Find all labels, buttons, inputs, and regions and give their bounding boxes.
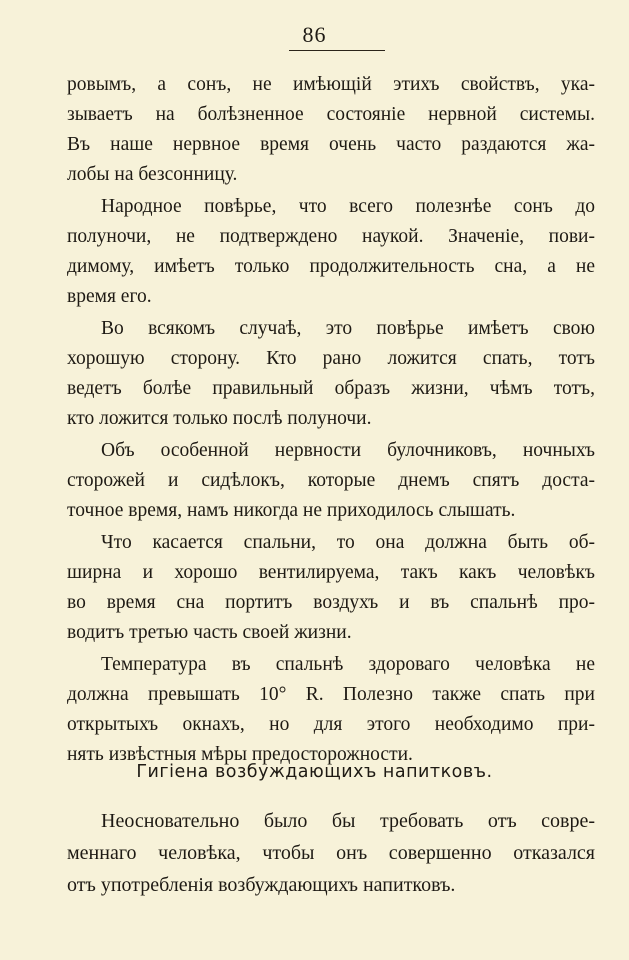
paragraph-3 (67, 314, 595, 434)
text-line: нять извѣстныя мѣры предосторожности. (67, 744, 413, 765)
text-line: отъ употребленія возбуждающихъ напитковъ. (67, 874, 456, 896)
text-line: полуночи, не подтверждено наукой. Значеніе, пови- (67, 226, 595, 247)
text-line: Народное повѣрье, что всего полезнѣе сонъ до (101, 196, 595, 217)
body-text (67, 70, 595, 772)
text-line: водитъ третью часть своей жизни. (67, 622, 352, 643)
text-line: сторожей и сидѣлокъ, которые днемъ спятъ доста- (67, 470, 595, 491)
text-line: открытыхъ окнахъ, но для этого необходимо при- (67, 714, 595, 735)
text-line: лобы на безсонницу. (67, 164, 238, 185)
paragraph-5 (67, 528, 595, 648)
text-line: Объ особенной нервности булочниковъ, ночныхъ (101, 440, 595, 461)
text-line: Что касается спальни, то она должна быть об- (101, 532, 595, 553)
page-number: 86 (302, 22, 327, 47)
text-line: Въ наше нервное время очень часто раздаются жа- (67, 134, 595, 155)
paragraph-6 (67, 650, 595, 770)
text-line: хорошую сторону. Кто рано ложится спать, тотъ (67, 348, 595, 369)
text-line: ровымъ, а сонъ, не имѣющій этихъ свойствъ, ука- (67, 74, 595, 95)
text-line: время его. (67, 286, 152, 307)
paragraph-4 (67, 436, 595, 526)
text-line: ширна и хорошо вентилируема, такъ какъ человѣкъ (67, 562, 595, 583)
text-line: зываетъ на болѣзненное состояніе нервной системы. (67, 104, 595, 125)
paragraph-1 (67, 70, 595, 190)
text-line: Температура въ спальнѣ здороваго человѣка не (101, 654, 595, 675)
text-line: димому, имѣетъ только продолжительность сна, а не (67, 256, 595, 277)
text-line: точное время, намъ никогда не приходилось слышать. (67, 500, 516, 521)
section-heading: Гигіена возбуждающихъ напитковъ. (136, 762, 493, 782)
text-line: Во всякомъ случаѣ, это повѣрье имѣетъ свою (101, 318, 595, 339)
text-line: ведетъ болѣе правильный образъ жизни, чѣмъ тотъ, (67, 378, 595, 399)
text-line: меннаго человѣка, чтобы онъ совершенно отказался (67, 842, 595, 864)
final-paragraph (67, 805, 595, 901)
text-line: Неосновательно было бы требовать отъ совре- (101, 810, 595, 832)
text-line: должна превышать 10° R. Полезно также спать при (67, 684, 595, 705)
text-line: во время сна портитъ воздухъ и въ спальнѣ про- (67, 592, 595, 613)
text-line: кто ложится только послѣ полуночи. (67, 408, 372, 429)
paragraph-2 (67, 192, 595, 312)
header-rule (289, 50, 385, 51)
